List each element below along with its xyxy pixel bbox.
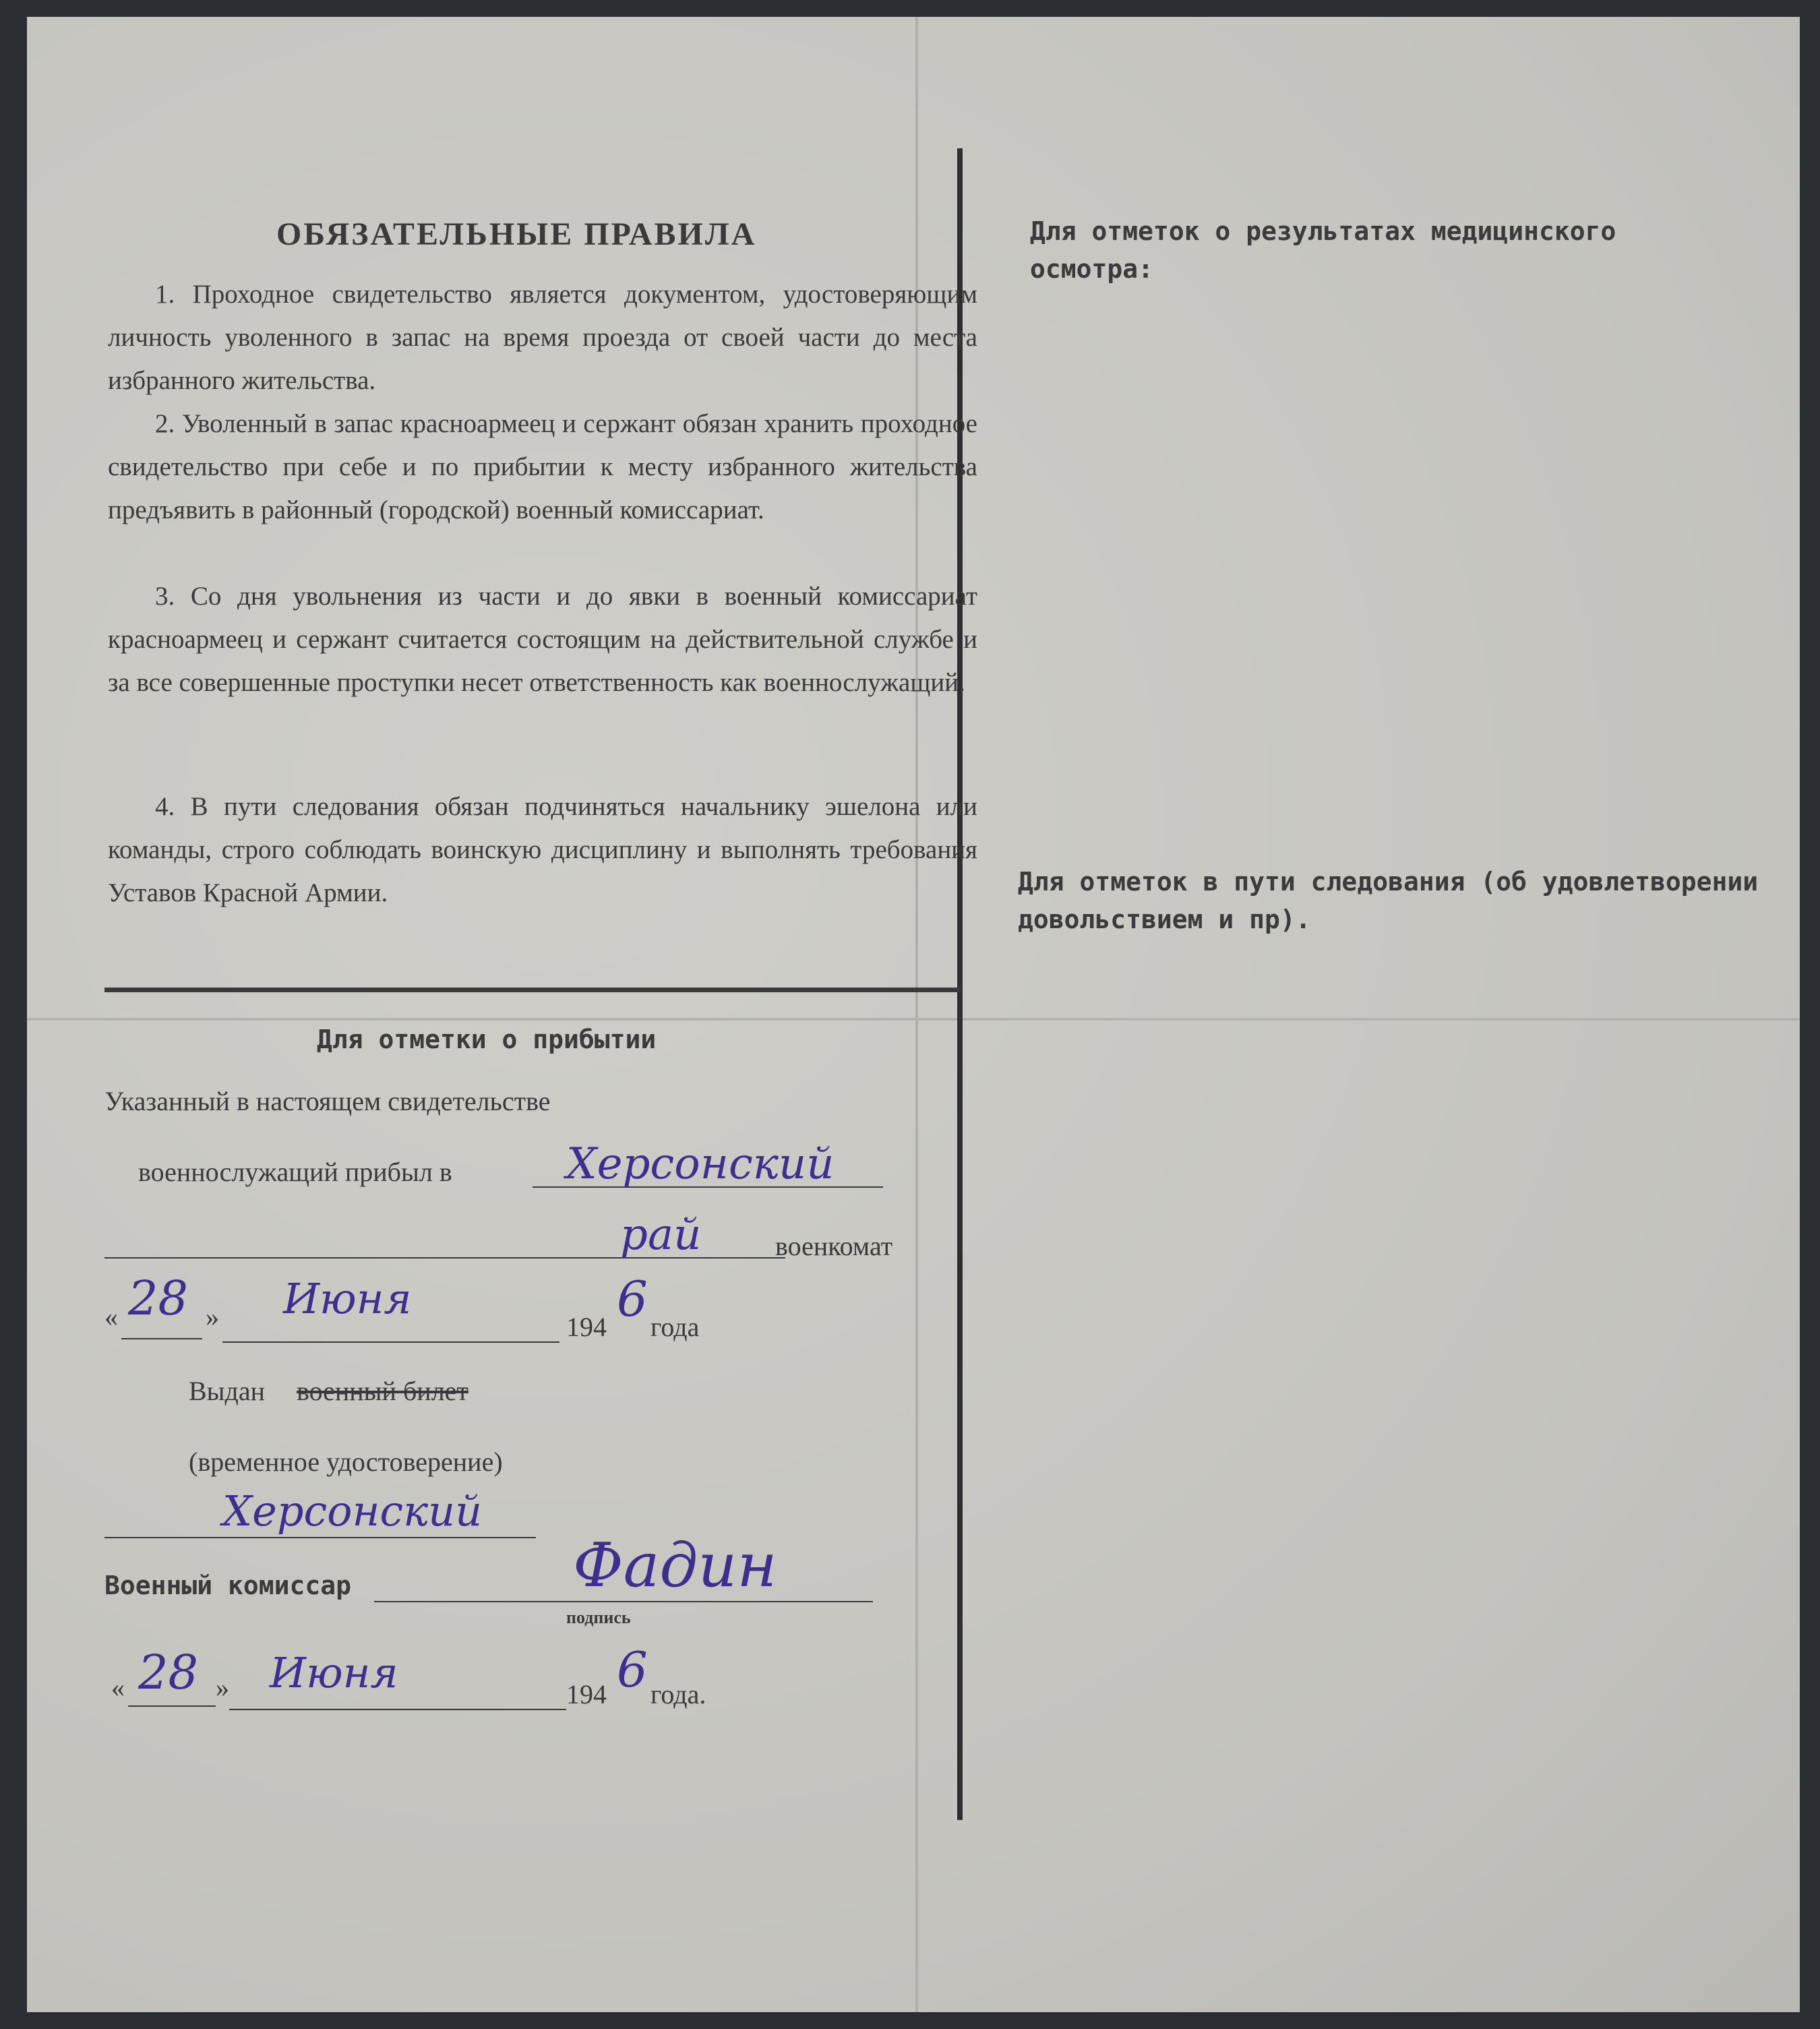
arrival-line-1: Указанный в настоящем свидетельстве	[104, 1086, 551, 1116]
rule-item-2: 2. Уволенный в запас красноармеец и сержант обязан хранить проходное свидетельство при себе и по прибытии к месту избранного жительства предъявить в районный (городской) военный комиссариат.	[108, 409, 977, 524]
date2-year-prefix: 194	[566, 1679, 607, 1709]
document-sheet: ОБЯЗАТЕЛЬНЫЕ ПРАВИЛА 1. Проходное свидетельство является документом, удостоверяющим личность уволенного в запас на время проезда от своей части до места избранного жительства. 2. Уволенный в запас красноармеец и сержант обязан хранить проходное свидетельство при себе и по прибытии к месту избранного жительства предъявить в районный (городской) военный комиссариат. 3. Со дня увольнения из части и до явки в военный комиссариат красноармеец и сержант считается состоящим на действительной службе и за все совершенные проступки несет ответственность как военнослужащий. 4. В пути следования обязан подчиняться начальнику эшелона или команды, строго соблюдать воинскую дисциплину и выполнять требования Уставов Красной Армии. Для отметок о результатах медицинского осмотра: Для отметок в пути следования (об удовлетворении довольствием и пр). Для отметки о прибытии Указанный в настоящем свидетельстве военнослужащий прибыл в Херсонский рай военкомат « 28 » Июня 194 6 года Выдан военный билет (временное удостоверение) Херсонский Военный комиссар Фадин подпись « 28 » Июня 194 6 года.	[27, 17, 1800, 2012]
arrival-heading: Для отметки о прибытии	[317, 1025, 657, 1054]
date1-month: Июня	[283, 1274, 412, 1323]
voenkomat-label: военкомат	[775, 1231, 893, 1261]
rules-title: ОБЯЗАТЕЛЬНЫЕ ПРАВИЛА	[276, 216, 757, 252]
medical-notes-label: Для отметок о результатах медицинского осмотра:	[1030, 216, 1616, 284]
rule-item-3: 3. Со дня увольнения из части и до явки в военный комиссариат красноармеец и сержант считается состоящим на действительной службе и за все совершенные проступки несет ответственность как военнослужащий.	[108, 582, 977, 697]
section-divider	[104, 988, 961, 992]
place-handwritten: Херсонский	[566, 1139, 835, 1189]
date1-year-prefix: 194	[566, 1312, 607, 1342]
signature-handwritten: Фадин	[573, 1530, 777, 1601]
date2-month: Июня	[270, 1648, 398, 1697]
temp-certificate-label: (временное удостоверение)	[189, 1447, 503, 1477]
issued-label: Выдан	[189, 1376, 266, 1406]
rule-item-4: 4. В пути следования обязан подчиняться начальнику эшелона или команды, строго соблюдать воинскую дисциплину и выполнять требования Уставов Красной Армии.	[108, 792, 977, 907]
year-word: года	[650, 1312, 700, 1342]
date2-year-digit: 6	[617, 1641, 648, 1698]
place-handwritten-2: рай	[620, 1210, 702, 1260]
fold-horizontal	[27, 1018, 1800, 1021]
commissar-label: Военный комиссар	[104, 1571, 352, 1600]
date2-day: 28	[138, 1645, 199, 1700]
date1-day: 28	[128, 1271, 189, 1326]
date1-year-digit: 6	[617, 1271, 648, 1327]
issuer-handwritten: Херсонский	[222, 1486, 483, 1536]
travel-notes-label: Для отметок в пути следования (об удовлетворении довольствием и пр).	[1018, 867, 1759, 934]
rule-item-1: 1. Проходное свидетельство является документом, удостоверяющим личность уволенного в запас на время проезда от своей части до места избранного жительства.	[108, 280, 977, 395]
year-word-2: года.	[650, 1679, 706, 1709]
signature-caption: подпись	[566, 1608, 631, 1627]
issued-struck-text: военный билет	[297, 1376, 468, 1406]
arrival-line-2: военнослужащий прибыл в	[138, 1157, 452, 1187]
